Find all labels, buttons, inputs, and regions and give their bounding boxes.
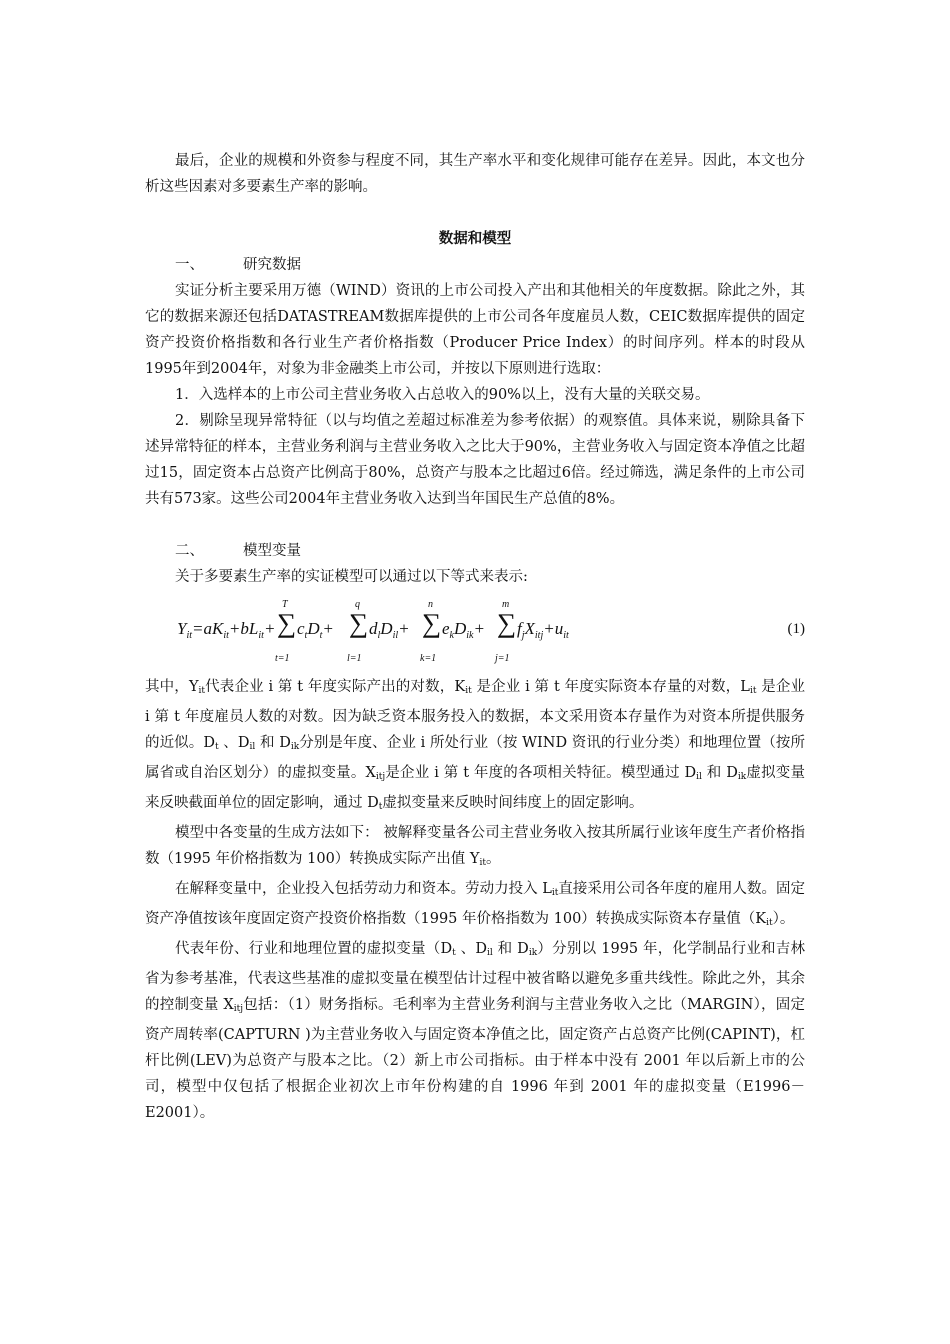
- subsection-heading-1: [145, 252, 805, 278]
- subsection-title: 研究数据: [243, 257, 301, 273]
- paragraph-variable-generation: 模型中各变量的生成方法如下： 被解释变量各公司主营业务收入按其所属行业该年度生产者价格指数（1995 年价格指数为 100）转换成实际产出值 Yit。: [145, 825, 805, 868]
- document-body: [145, 148, 805, 1126]
- subsection-number: 二、: [175, 543, 204, 559]
- subsection-heading-2: [145, 538, 805, 564]
- paragraph-dummy-variables: 代表年份、行业和地理位置的虚拟变量（Dt 、Dil 和 Dik）分别以 1995 年，化学制品行业和吉林省为参考基准，代表这些基准的虚拟变量在模型估计过程中被省略以避免多重共线性。除此之外，其余的控制变量 Xitj包括：（1）财务指标。毛利率为主营业务利润与主营业务收入之比（MARGIN），固定资产周转率(CAPTURN )为主营业务收入与固定资本净值之比，固定资产占总资产比例(CAPINT)，杠杆比例(LEV)为总资产与股本之比。（2）新上市公司指标。由于样本中没有 2001 年以后新上市的公司，模型中仅包括了根据企业初次上市年份构建的自 1996 年到 2001 年的虚拟变量（E1996－E2001）。: [145, 941, 805, 1121]
- sum-upper-limit: T: [282, 599, 288, 610]
- equation-1: [145, 590, 805, 674]
- sigma-symbol: ∑: [277, 608, 297, 638]
- rule-item-2: 2．剔除呈现异常特征（以与均值之差超过标准差为参考依据）的观察值。具体来说，剔除具备下述异常特征的样本，主营业务利润与主营业务收入之比大于90%，主营业务收入与固定资本净值之比超过15，固定资本占总资产比例高于80%，总资产与股本之比超过6倍。经过筛选，满足条件的上市公司共有573家。这些公司2004年主营业务收入达到当年国民生产总值的8%。: [145, 413, 805, 507]
- subsection-number: 一、: [175, 257, 204, 273]
- equation-number: (1): [787, 621, 805, 637]
- equation-term-controls: $f_jX_{itj}+u_{it}$: [517, 619, 569, 641]
- paragraph-intro: 最后，企业的规模和外资参与程度不同，其生产率水平和变化规律可能存在差异。因此，本文也分析这些因素对多要素生产率的影响。: [145, 153, 805, 195]
- spacer: [145, 512, 805, 538]
- sigma-symbol: ∑: [497, 608, 517, 638]
- sum-upper-limit: m: [502, 599, 510, 610]
- paragraph-inputs: 在解释变量中，企业投入包括劳动力和资本。劳动力投入 Lit直接采用公司各年度的雇用人数。固定资产净值按该年度固定资产投资价格指数（1995 年价格指数为 100）转换成实际资本存量值（Kit）。: [145, 881, 805, 928]
- sum-lower-limit: l=1: [347, 653, 362, 664]
- sum-lower-limit: k=1: [420, 653, 437, 664]
- paragraph-variable-definitions: 其中，Yit代表企业 i 第 t 年度实际产出的对数，Kit 是企业 i 第 t 年度实际资本存量的对数，Lit 是企业 i 第 t 年度雇员人数的对数。因为缺乏资本服务投入的数据，本文采用资本存量作为对资本所提供服务的近似。Dt 、Dil 和 Dik分别是年度、企业 i 所处行业（按 WIND 资讯的行业分类）和地理位置（按所属省或自治区划分）的虚拟变量。Xitj是企业 i 第 t 年度的各项相关特征。模型通过 Dil 和 Dik虚拟变量来反映截面单位的固定影响，通过 Dt虚拟变量来反映时间纬度上的固定影响。: [145, 679, 806, 812]
- section-heading: 数据和模型: [438, 230, 512, 247]
- equation-term-region: $e_kD_{ik}+$: [442, 619, 485, 641]
- sum-upper-limit: n: [428, 599, 433, 610]
- equation-term-time: $c_tD_t+$: [297, 619, 334, 641]
- equation-lhs: $Y_{it}=aK_{it}+bL_{it}+$: [177, 619, 276, 641]
- sum-lower-limit: j=1: [495, 653, 510, 664]
- subsection-title: 模型变量: [243, 543, 301, 559]
- sum-lower-limit: t=1: [275, 653, 290, 664]
- sigma-symbol: ∑: [349, 608, 369, 638]
- sigma-symbol: ∑: [422, 608, 442, 638]
- paragraph-data-sources: 实证分析主要采用万德（WIND）资讯的上市公司投入产出和其他相关的年度数据。除此之外，其它的数据来源还包括DATASTREAM数据库提供的上市公司各年度雇员人数，CEIC数据库提供的固定资产投资价格指数和各行业生产者价格指数（Producer Price Index）的时间序列。样本的时段从1995年到2004年，对象为非金融类上市公司，并按以下原则进行选取：: [145, 283, 805, 377]
- rule-item-1: 1．入选样本的上市公司主营业务收入占总收入的90%以上，没有大量的关联交易。: [175, 387, 710, 403]
- sum-upper-limit: q: [355, 599, 360, 610]
- equation-term-industry: $d_lD_{il}+$: [369, 619, 410, 641]
- paragraph-equation-intro: 关于多要素生产率的实证模型可以通过以下等式来表示:: [175, 569, 528, 585]
